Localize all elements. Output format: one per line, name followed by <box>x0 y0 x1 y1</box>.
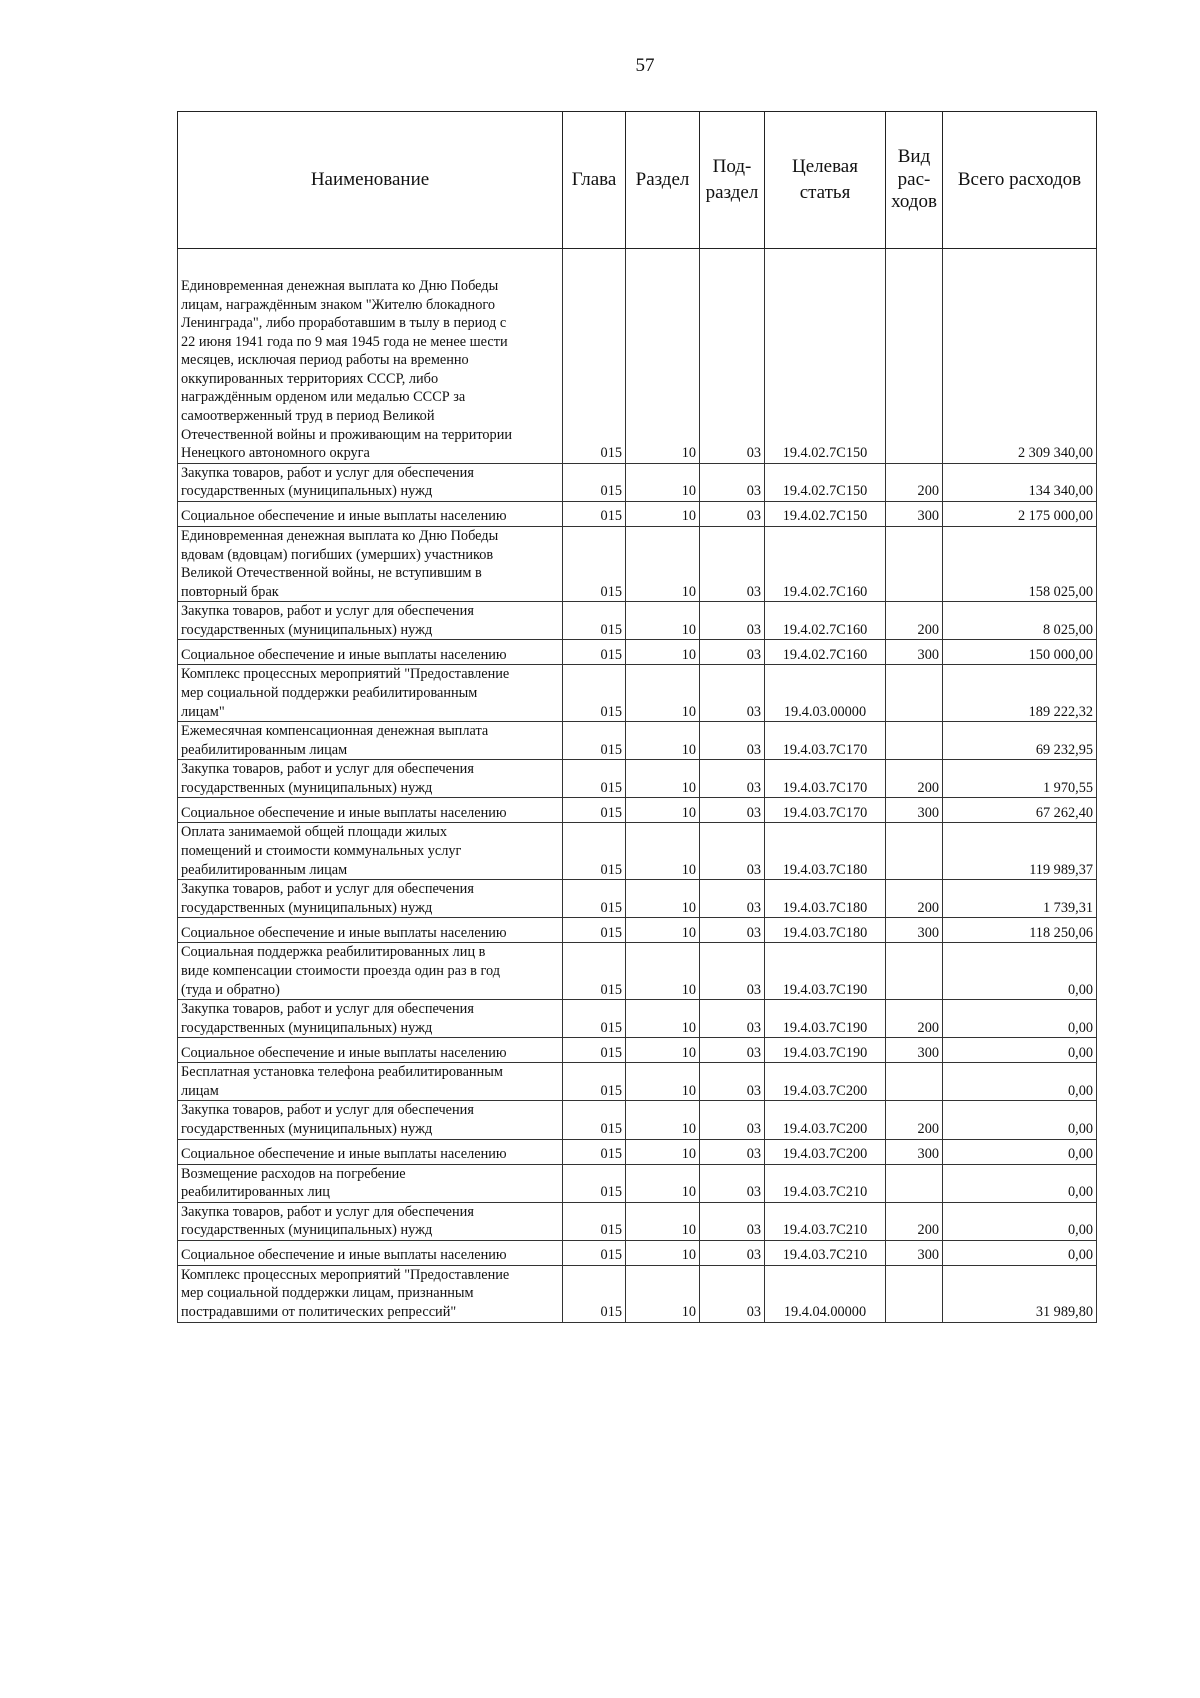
row-chapter: 015 <box>563 1038 626 1063</box>
row-target: 19.4.02.7С150 <box>765 501 886 526</box>
row-name: Социальное обеспечение и иные выплаты населению <box>178 640 563 665</box>
row-subsection: 03 <box>700 501 765 526</box>
row-subsection: 03 <box>700 665 765 722</box>
table-row <box>178 640 1097 665</box>
row-total: 1 739,31 <box>943 880 1097 918</box>
row-name: Социальное обеспечение и иные выплаты населению <box>178 1139 563 1164</box>
row-chapter: 015 <box>563 918 626 943</box>
table-row <box>178 665 1097 722</box>
row-name: Социальное обеспечение и иные выплаты населению <box>178 798 563 823</box>
row-target: 19.4.03.7С210 <box>765 1164 886 1202</box>
row-type <box>886 1063 943 1101</box>
row-section: 10 <box>626 526 700 601</box>
row-type: 200 <box>886 602 943 640</box>
row-subsection: 03 <box>700 463 765 501</box>
header-total: Всего расходов <box>943 112 1097 249</box>
row-subsection: 03 <box>700 602 765 640</box>
row-target: 19.4.03.7С180 <box>765 880 886 918</box>
table-row <box>178 1000 1097 1038</box>
row-subsection: 03 <box>700 1063 765 1101</box>
row-type: 300 <box>886 501 943 526</box>
budget-table <box>177 111 1097 1323</box>
row-total: 2 175 000,00 <box>943 501 1097 526</box>
row-total: 158 025,00 <box>943 526 1097 601</box>
row-chapter: 015 <box>563 722 626 760</box>
row-chapter: 015 <box>563 1139 626 1164</box>
row-subsection: 03 <box>700 1139 765 1164</box>
table-row <box>178 798 1097 823</box>
row-chapter: 015 <box>563 1000 626 1038</box>
row-total: 189 222,32 <box>943 665 1097 722</box>
row-total: 134 340,00 <box>943 463 1097 501</box>
row-section: 10 <box>626 501 700 526</box>
row-chapter: 015 <box>563 640 626 665</box>
row-target: 19.4.04.00000 <box>765 1265 886 1322</box>
row-total: 150 000,00 <box>943 640 1097 665</box>
row-name: Закупка товаров, работ и услуг для обеспечения государственных (муниципальных) нужд <box>178 760 563 798</box>
table-row <box>178 1240 1097 1265</box>
table-row <box>178 1139 1097 1164</box>
table-body <box>178 249 1097 1323</box>
row-target: 19.4.02.7С160 <box>765 602 886 640</box>
row-type: 200 <box>886 1202 943 1240</box>
row-type: 200 <box>886 880 943 918</box>
row-name: Единовременная денежная выплата ко Дню Победы вдовам (вдовцам) погибших (умерших) участников Великой Отечественной войны, не вступившим в повторный брак <box>178 526 563 601</box>
row-section: 10 <box>626 602 700 640</box>
row-target: 19.4.03.7С200 <box>765 1139 886 1164</box>
row-total: 0,00 <box>943 1202 1097 1240</box>
row-section: 10 <box>626 1265 700 1322</box>
row-name: Социальное обеспечение и иные выплаты населению <box>178 501 563 526</box>
row-section: 10 <box>626 1240 700 1265</box>
row-total: 69 232,95 <box>943 722 1097 760</box>
row-type: 200 <box>886 1000 943 1038</box>
row-chapter: 015 <box>563 1063 626 1101</box>
table-row <box>178 722 1097 760</box>
row-section: 10 <box>626 760 700 798</box>
row-chapter: 015 <box>563 1164 626 1202</box>
row-name: Социальное обеспечение и иные выплаты населению <box>178 1240 563 1265</box>
row-subsection: 03 <box>700 798 765 823</box>
row-total: 2 309 340,00 <box>943 249 1097 464</box>
row-type: 300 <box>886 798 943 823</box>
row-chapter: 015 <box>563 1240 626 1265</box>
row-target: 19.4.03.7С180 <box>765 918 886 943</box>
row-target: 19.4.03.7С210 <box>765 1240 886 1265</box>
header-chapter: Глава <box>563 112 626 249</box>
table-row <box>178 880 1097 918</box>
row-type: 300 <box>886 1038 943 1063</box>
row-name: Оплата занимаемой общей площади жилых помещений и стоимости коммунальных услуг реабилитированным лицам <box>178 823 563 880</box>
row-type <box>886 1164 943 1202</box>
row-type: 300 <box>886 1139 943 1164</box>
row-name: Закупка товаров, работ и услуг для обеспечения государственных (муниципальных) нужд <box>178 880 563 918</box>
row-chapter: 015 <box>563 1265 626 1322</box>
row-total: 0,00 <box>943 1038 1097 1063</box>
row-type <box>886 526 943 601</box>
row-name: Закупка товаров, работ и услуг для обеспечения государственных (муниципальных) нужд <box>178 602 563 640</box>
row-chapter: 015 <box>563 1202 626 1240</box>
row-target: 19.4.03.7С190 <box>765 1000 886 1038</box>
row-name: Закупка товаров, работ и услуг для обеспечения государственных (муниципальных) нужд <box>178 1000 563 1038</box>
row-chapter: 015 <box>563 823 626 880</box>
row-type: 200 <box>886 760 943 798</box>
row-total: 119 989,37 <box>943 823 1097 880</box>
row-chapter: 015 <box>563 760 626 798</box>
row-target: 19.4.03.7С170 <box>765 760 886 798</box>
table-row <box>178 501 1097 526</box>
row-subsection: 03 <box>700 760 765 798</box>
table-row <box>178 1063 1097 1101</box>
row-section: 10 <box>626 798 700 823</box>
row-total: 1 970,55 <box>943 760 1097 798</box>
row-type: 300 <box>886 640 943 665</box>
row-type <box>886 249 943 464</box>
row-name: Социальное обеспечение и иные выплаты населению <box>178 1038 563 1063</box>
row-section: 10 <box>626 1139 700 1164</box>
row-type <box>886 665 943 722</box>
row-name: Возмещение расходов на погребение реабилитированных лиц <box>178 1164 563 1202</box>
row-section: 10 <box>626 722 700 760</box>
row-subsection: 03 <box>700 1265 765 1322</box>
row-section: 10 <box>626 249 700 464</box>
row-subsection: 03 <box>700 249 765 464</box>
row-total: 0,00 <box>943 1063 1097 1101</box>
row-subsection: 03 <box>700 823 765 880</box>
row-subsection: 03 <box>700 1164 765 1202</box>
row-name: Социальная поддержка реабилитированных лиц в виде компенсации стоимости проезда один раз в год (туда и обратно) <box>178 943 563 1000</box>
row-target: 19.4.03.00000 <box>765 665 886 722</box>
row-target: 19.4.03.7С200 <box>765 1101 886 1139</box>
row-section: 10 <box>626 880 700 918</box>
row-name: Закупка товаров, работ и услуг для обеспечения государственных (муниципальных) нужд <box>178 463 563 501</box>
table-row <box>178 249 1097 464</box>
row-name: Комплекс процессных мероприятий "Предоставление мер социальной поддержки реабилитированным лицам" <box>178 665 563 722</box>
row-chapter: 015 <box>563 943 626 1000</box>
row-section: 10 <box>626 1202 700 1240</box>
table-row <box>178 823 1097 880</box>
row-type <box>886 823 943 880</box>
row-target: 19.4.03.7С190 <box>765 943 886 1000</box>
row-subsection: 03 <box>700 918 765 943</box>
row-name: Единовременная денежная выплата ко Дню Победы лицам, награждённым знаком "Жителю блокадного Ленинграда", либо проработавшим в тылу в период с 22 июня 1941 года по 9 мая 1945 года не менее шести месяцев, исключая период работы на временно оккупированных территориях СССР, либо награждённым орденом или медалью СССР за самоотверженный труд в период Великой Отечественной войны и проживающим на территории Ненецкого автономного округа <box>178 249 563 464</box>
row-name: Социальное обеспечение и иные выплаты населению <box>178 918 563 943</box>
row-target: 19.4.03.7С200 <box>765 1063 886 1101</box>
row-type <box>886 943 943 1000</box>
row-chapter: 015 <box>563 526 626 601</box>
table-row <box>178 602 1097 640</box>
header-row <box>178 112 1097 249</box>
row-name: Комплекс процессных мероприятий "Предоставление мер социальной поддержки лицам, признанным пострадавшими от политических репрессий" <box>178 1265 563 1322</box>
row-chapter: 015 <box>563 1101 626 1139</box>
row-subsection: 03 <box>700 880 765 918</box>
row-type <box>886 1265 943 1322</box>
table-row <box>178 943 1097 1000</box>
page-number: 57 <box>635 55 655 76</box>
row-total: 0,00 <box>943 1164 1097 1202</box>
row-section: 10 <box>626 1038 700 1063</box>
row-chapter: 015 <box>563 463 626 501</box>
table-row <box>178 526 1097 601</box>
row-name: Закупка товаров, работ и услуг для обеспечения государственных (муниципальных) нужд <box>178 1101 563 1139</box>
row-target: 19.4.02.7С150 <box>765 249 886 464</box>
table-row <box>178 1038 1097 1063</box>
table-row <box>178 1164 1097 1202</box>
row-chapter: 015 <box>563 602 626 640</box>
row-target: 19.4.03.7С170 <box>765 798 886 823</box>
row-section: 10 <box>626 1164 700 1202</box>
row-chapter: 015 <box>563 798 626 823</box>
row-type: 200 <box>886 1101 943 1139</box>
row-subsection: 03 <box>700 1000 765 1038</box>
header-section: Раздел <box>626 112 700 249</box>
row-section: 10 <box>626 943 700 1000</box>
row-target: 19.4.03.7С180 <box>765 823 886 880</box>
row-name: Закупка товаров, работ и услуг для обеспечения государственных (муниципальных) нужд <box>178 1202 563 1240</box>
row-name: Ежемесячная компенсационная денежная выплата реабилитированным лицам <box>178 722 563 760</box>
row-section: 10 <box>626 1000 700 1038</box>
row-total: 8 025,00 <box>943 602 1097 640</box>
row-subsection: 03 <box>700 722 765 760</box>
row-chapter: 015 <box>563 249 626 464</box>
row-type: 200 <box>886 463 943 501</box>
row-total: 0,00 <box>943 1000 1097 1038</box>
row-total: 67 262,40 <box>943 798 1097 823</box>
row-section: 10 <box>626 463 700 501</box>
row-type: 300 <box>886 918 943 943</box>
row-subsection: 03 <box>700 526 765 601</box>
row-chapter: 015 <box>563 880 626 918</box>
table-row <box>178 760 1097 798</box>
row-target: 19.4.03.7С210 <box>765 1202 886 1240</box>
row-name: Бесплатная установка телефона реабилитированным лицам <box>178 1063 563 1101</box>
header-name: Наименование <box>178 112 563 249</box>
row-section: 10 <box>626 665 700 722</box>
row-target: 19.4.02.7С160 <box>765 526 886 601</box>
table-row <box>178 918 1097 943</box>
table-row <box>178 1265 1097 1322</box>
table-row <box>178 1101 1097 1139</box>
header-subsection: Под- раздел <box>700 112 765 249</box>
header-target: Целевая статья <box>765 112 886 249</box>
row-type: 300 <box>886 1240 943 1265</box>
row-total: 118 250,06 <box>943 918 1097 943</box>
row-subsection: 03 <box>700 640 765 665</box>
row-subsection: 03 <box>700 1101 765 1139</box>
row-section: 10 <box>626 640 700 665</box>
row-target: 19.4.02.7С150 <box>765 463 886 501</box>
row-target: 19.4.03.7С170 <box>765 722 886 760</box>
row-total: 0,00 <box>943 1240 1097 1265</box>
row-type <box>886 722 943 760</box>
row-section: 10 <box>626 1063 700 1101</box>
row-section: 10 <box>626 1101 700 1139</box>
row-subsection: 03 <box>700 1038 765 1063</box>
row-section: 10 <box>626 823 700 880</box>
row-target: 19.4.03.7С190 <box>765 1038 886 1063</box>
row-target: 19.4.02.7С160 <box>765 640 886 665</box>
row-total: 0,00 <box>943 1139 1097 1164</box>
row-chapter: 015 <box>563 501 626 526</box>
table-row <box>178 1202 1097 1240</box>
table-row <box>178 463 1097 501</box>
row-subsection: 03 <box>700 943 765 1000</box>
row-chapter: 015 <box>563 665 626 722</box>
row-total: 0,00 <box>943 1101 1097 1139</box>
row-subsection: 03 <box>700 1202 765 1240</box>
header-type: Вид рас- ходов <box>886 112 943 249</box>
row-section: 10 <box>626 918 700 943</box>
row-total: 31 989,80 <box>943 1265 1097 1322</box>
row-subsection: 03 <box>700 1240 765 1265</box>
row-total: 0,00 <box>943 943 1097 1000</box>
